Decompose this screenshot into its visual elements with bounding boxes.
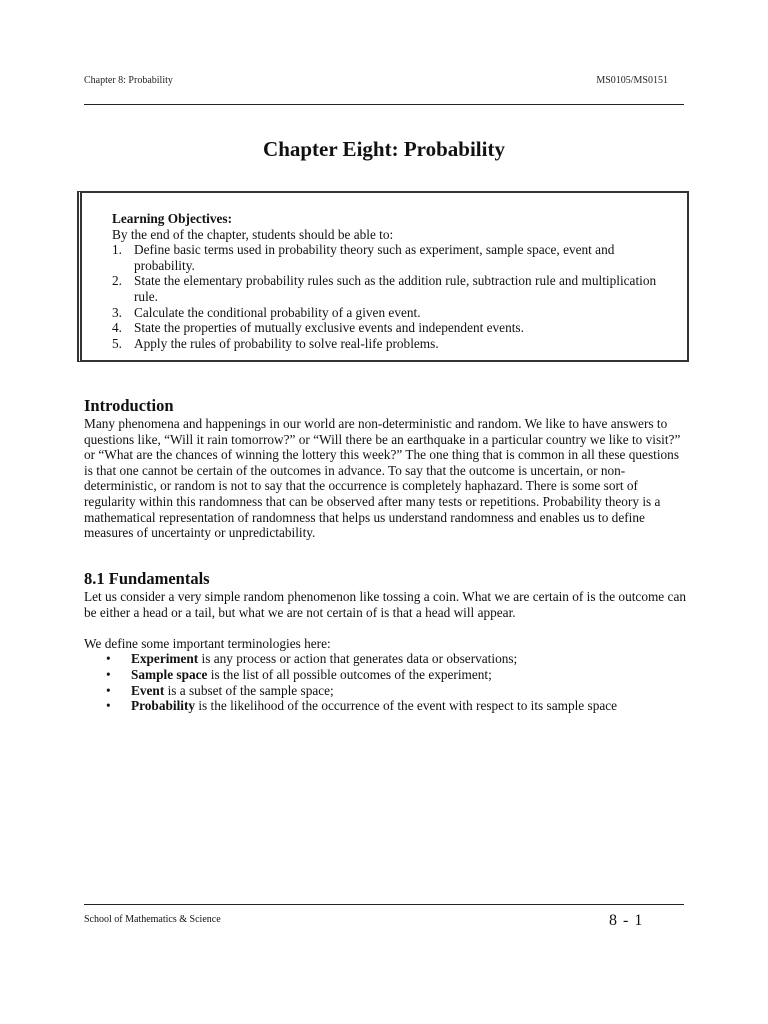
objective-number: 3. [112,304,122,320]
terminology-item [84,651,688,667]
term-definition: is the likelihood of the occurrence of the event with respect to its sample space [195,698,618,714]
bullet-icon: • [106,698,111,714]
term-definition: is any process or action that generates data or observations; [198,651,518,667]
bullet-icon: • [106,682,111,698]
term-name: Probability [131,698,196,714]
term-name: Experiment [131,651,199,667]
footer-divider [84,904,684,905]
bullet-icon: • [106,666,111,682]
objective-item [112,320,672,336]
terminology-list [84,651,688,713]
learning-objectives-box [77,191,689,362]
term-name: Event [131,682,165,698]
learning-objectives-list [112,242,672,351]
fundamentals-section [84,569,688,714]
chapter-title: Chapter Eight: Probability [263,137,505,161]
term-definition: is a subset of the sample space; [164,682,334,698]
learning-objectives-content [112,211,672,351]
introduction-section [84,396,688,541]
objective-text: Calculate the conditional probability of a given event. [134,304,421,320]
objective-text: State the elementary probability rules such as the addition rule, subtraction rule and multiplication rule. [134,273,657,304]
objective-number: 4. [112,320,122,336]
terminology-item [84,667,688,683]
objective-item [112,273,672,304]
objective-text: State the properties of mutually exclusive events and independent events. [134,320,524,336]
objective-number: 5. [112,335,122,351]
learning-objectives-heading: Learning Objectives: [112,211,233,226]
footer-school-name: School of Mathematics & Science [84,914,221,925]
term-name: Sample space [131,666,208,682]
learning-objectives-intro: By the end of the chapter, students should be able to: [112,226,394,242]
objective-item [112,305,672,321]
terminology-intro: We define some important terminologies here: [84,635,331,651]
running-header-chapter: Chapter 8: Probability [84,75,173,86]
objective-item [112,336,672,352]
page-number: 8 - 1 [609,912,644,929]
introduction-paragraph: Many phenomena and happenings in our world are non-deterministic and random. We like to have answers to questions like, “Will it rain tomorrow?” or “Will there be an earthquake in a particular country we like to visit?” or “What are the chances of winning the lottery this week?” The one thing that is common in all these questions is that one cannot be certain of the outcomes in advance. To say that the outcome is uncertain, or non-deterministic, or random is not to say that the occurrence is completely haphazard. There is some sort of regularity within this randomness that can be observed after many tests or repetitions. Probability theory is a mathematical representation of randomness that helps us understand randomness and enables us to define measures of uncertainty or unpredictability. [84,416,681,541]
fundamentals-paragraph: Let us consider a very simple random phenomenon like tossing a coin. What we are certain of is the outcome can be either a head or a tail, but what we are not certain of is that a head will appear. [84,589,686,620]
objective-text: Apply the rules of probability to solve real-life problems. [134,335,439,351]
running-header-course-code: MS0105/MS0151 [596,75,668,86]
objective-number: 2. [112,273,122,289]
objective-text: Define basic terms used in probability theory such as experiment, sample space, event and probability. [134,242,615,273]
terminology-item [84,683,688,699]
introduction-heading: Introduction [84,396,174,415]
bullet-icon: • [106,651,111,667]
objective-number: 1. [112,242,122,258]
terminology-item [84,698,688,714]
term-definition: is the list of all possible outcomes of the experiment; [207,666,492,682]
header-divider [84,104,684,105]
fundamentals-heading: 8.1 Fundamentals [84,569,210,588]
objective-item [112,242,672,273]
